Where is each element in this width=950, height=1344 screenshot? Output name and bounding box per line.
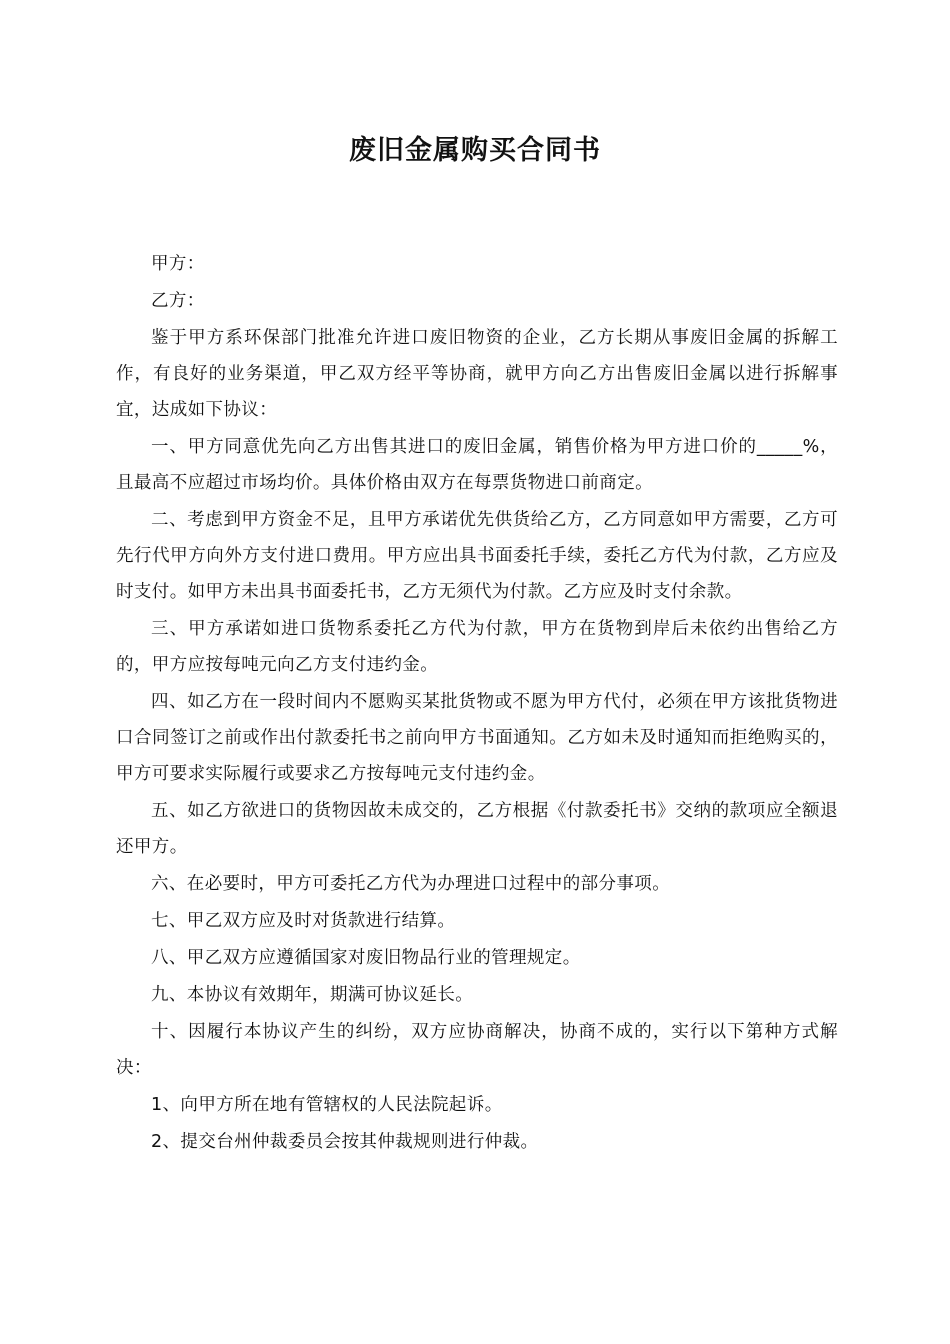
clause-7: 七、甲乙双方应及时对货款进行结算。 xyxy=(151,911,456,931)
clause-6: 六、在必要时，甲方可委托乙方代为办理进口过程中的部分事项。 xyxy=(151,874,671,894)
dispute-option-1: 1、向甲方所在地有管辖权的人民法院起诉。 xyxy=(151,1095,503,1115)
clause-3: 三、甲方承诺如进口货物系委托乙方代为付款，甲方在货物到岸后未依约出售给乙方的，甲方应按每吨元向乙方支付违约金。 xyxy=(116,619,838,675)
preamble-paragraph: 鉴于甲方系环保部门批准允许进口废旧物资的企业，乙方长期从事废旧金属的拆解工作，有良好的业务渠道，甲乙双方经平等协商，就甲方向乙方出售废旧金属以进行拆解事宜，达成如下协议： xyxy=(116,328,838,420)
clause-10: 十、因履行本协议产生的纠纷，双方应协商解决，协商不成的，实行以下第种方式解决： xyxy=(116,1022,838,1078)
clause-8: 八、甲乙双方应遵循国家对废旧物品行业的管理规定。 xyxy=(151,948,581,968)
party-a-line: 甲方： xyxy=(151,254,205,274)
dispute-option-2: 2、提交台州仲裁委员会按其仲裁规则进行仲裁。 xyxy=(151,1132,539,1152)
document-title: 废旧金属购买合同书 xyxy=(349,135,601,166)
clause-4: 四、如乙方在一段时间内不愿购买某批货物或不愿为甲方代付，必须在甲方该批货物进口合同签订之前或作出付款委托书之前向甲方书面通知。乙方如未及时通知而拒绝购买的，甲方可要求实际履行或要求乙方按每吨元支付违约金。 xyxy=(116,692,838,784)
party-b-line: 乙方： xyxy=(151,291,205,311)
clause-1: 一、甲方同意优先向乙方出售其进口的废旧金属，销售价格为甲方进口价的_____%，且最高不应超过市场均价。具体价格由双方在每票货物进口前商定。 xyxy=(116,437,838,493)
clause-2: 二、考虑到甲方资金不足，且甲方承诺优先供货给乙方，乙方同意如甲方需要，乙方可先行代甲方向外方支付进口费用。甲方应出具书面委托手续，委托乙方代为付款，乙方应及时支付。如甲方未出具书面委托书，乙方无须代为付款。乙方应及时支付余款。 xyxy=(116,510,838,602)
clause-9: 九、本协议有效期年，期满可协议延长。 xyxy=(151,985,474,1005)
document-body xyxy=(116,246,838,1161)
clause-5: 五、如乙方欲进口的货物因故未成交的，乙方根据《付款委托书》交纳的款项应全额退还甲方。 xyxy=(116,801,838,857)
